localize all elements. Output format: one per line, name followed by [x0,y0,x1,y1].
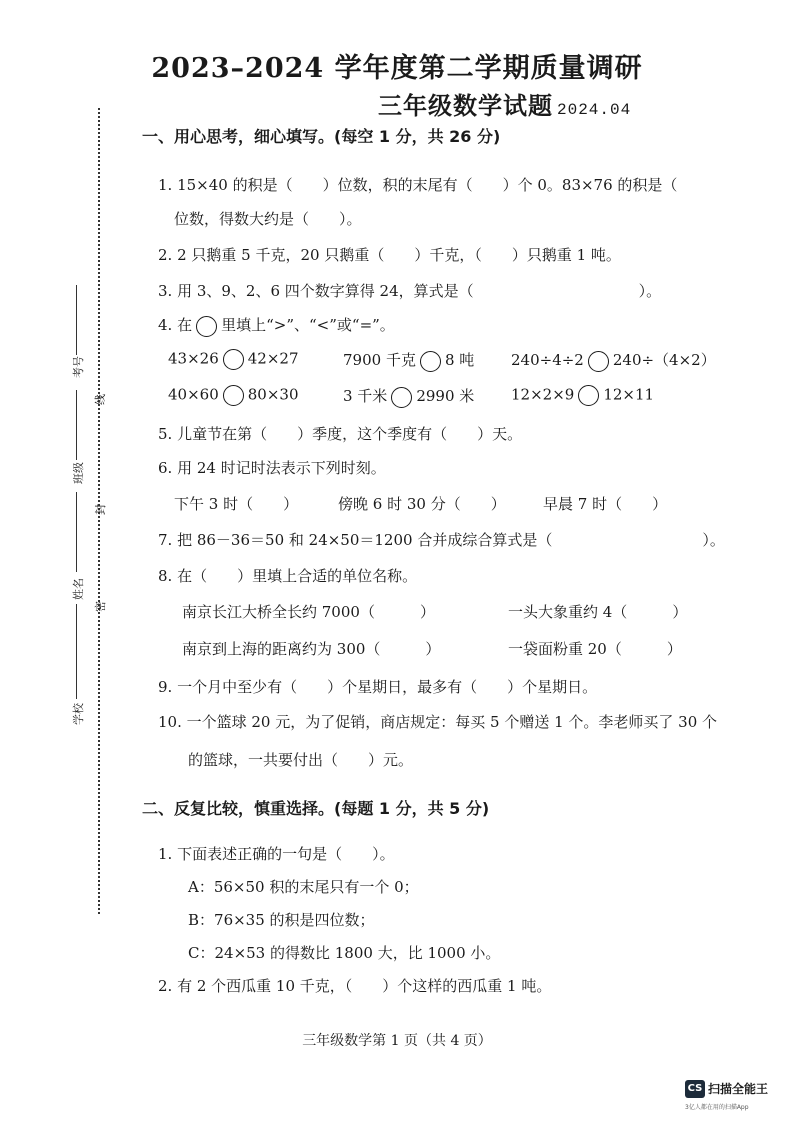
compare-circle[interactable] [578,385,599,406]
s2-q1-option-c: C：24×53 的得数比 1800 大，比 1000 小。 [188,944,501,962]
q10-line1: 10. 一个篮球 20 元，为了促销，商店规定：每买 5 个赠送 1 个。李老师买了 30 个 [158,713,718,731]
exam-subtitle [378,86,631,121]
q4-prefix: 4. 在 [158,316,193,334]
cmp-d-left: 40×60 [168,385,219,404]
exam-date: 2024.04 [557,101,632,119]
q7: 7. 把 86－36＝50 和 24×50＝1200 合并成综合算式是（ ）。 [158,531,725,549]
q6-b: 傍晚 6 时 30 分（ ） [338,495,506,513]
section1-heading: 一、用心思考，细心填写。(每空 1 分，共 26 分) [142,127,501,146]
q6-a: 下午 3 时（ ） [174,495,299,513]
cmp-c [511,349,716,372]
school-label: 学校 [72,703,85,725]
cmp-e-left: 3 千米 [343,387,388,405]
circle-icon [196,316,217,337]
scanner-watermark [685,1078,769,1111]
q5: 5. 儿童节在第（ ）季度，这个季度有（ ）天。 [158,425,523,443]
class-label: 班级 [72,462,85,484]
cmp-e [343,385,474,408]
page-footer: 三年级数学第 1 页（共 4 页） [302,1033,492,1049]
q1-line1: 1. 15×40 的积是（ ）位数，积的末尾有（ ）个 0。83×76 的积是（ [158,176,678,194]
exam-no-blank [76,285,77,355]
cmp-b-left: 7900 千克 [343,351,416,369]
q8-a: 南京长江大桥全长约 7000（ ） [182,603,435,621]
s2-q1-option-b: B：76×35 的积是四位数； [188,911,375,929]
name-blank [76,492,77,572]
q4-suffix: 里填上“>”、“<”或“=”。 [221,316,395,334]
subtitle-text: 三年级数学试题 [378,91,553,120]
q10-line2: 的篮球，一共要付出（ ）元。 [188,751,414,769]
binding-mark-feng: 封 [94,504,107,515]
section2-heading: 二、反复比较，慎重选择。(每题 1 分，共 5 分) [142,799,490,818]
s2-q1: 1. 下面表述正确的一句是（ ）。 [158,845,395,863]
compare-circle[interactable] [391,387,412,408]
compare-circle[interactable] [223,385,244,406]
cmp-f-left: 12×2×9 [511,385,575,404]
camscanner-logo-icon: CS [685,1080,705,1098]
cmp-b-right: 8 吨 [444,351,475,369]
cmp-f [511,385,654,406]
binding-mark-mi: 密 [94,601,107,612]
cmp-d-right: 80×30 [247,385,299,404]
cmp-b [343,349,474,372]
q8: 8. 在（ ）里填上合适的单位名称。 [158,567,418,585]
s2-q2: 2. 有 2 个西瓜重 10 千克，（ ）个这样的西瓜重 1 吨。 [158,977,552,995]
exam-no-label: 考号 [72,356,85,378]
compare-circle[interactable] [223,349,244,370]
cmp-a [168,349,299,370]
q8-c: 南京到上海的距离约为 300（ ） [182,640,441,658]
exam-title: 2023–2024 学年度第二学期质量调研 [151,53,643,84]
watermark-tagline: 3亿人都在用的扫描App [685,1104,749,1111]
s2-q1-option-a: A：56×50 积的末尾只有一个 0； [188,878,419,896]
q1-line2: 位数，得数大约是（ ）。 [174,210,362,228]
q4 [158,314,395,337]
cmp-f-right: 12×11 [603,385,655,404]
binding-mark-xian: 线 [94,394,107,405]
compare-circle[interactable] [588,351,609,372]
name-label: 姓名 [72,578,85,600]
q6: 6. 用 24 时记时法表示下列时刻。 [158,459,386,477]
school-blank [76,604,77,699]
class-blank [76,390,77,460]
watermark-name: 扫描全能王 [708,1082,769,1096]
compare-circle[interactable] [420,351,441,372]
cmp-a-left: 43×26 [168,349,219,368]
cmp-c-left: 240÷4÷2 [511,351,584,369]
q8-b: 一头大象重约 4（ ） [508,603,688,621]
q6-c: 早晨 7 时（ ） [543,495,668,513]
cmp-c-right: 240÷（4×2） [612,351,716,369]
q9: 9. 一个月中至少有（ ）个星期日，最多有（ ）个星期日。 [158,678,598,696]
cmp-e-right: 2990 米 [416,387,475,405]
cmp-a-right: 42×27 [247,349,299,368]
q3: 3. 用 3、9、2、6 四个数字算得 24，算式是（ ）。 [158,282,662,300]
q8-d: 一袋面粉重 20（ ） [508,640,682,658]
q2: 2. 2 只鹅重 5 千克，20 只鹅重（ ）千克，（ ）只鹅重 1 吨。 [158,246,621,264]
cmp-d [168,385,299,406]
